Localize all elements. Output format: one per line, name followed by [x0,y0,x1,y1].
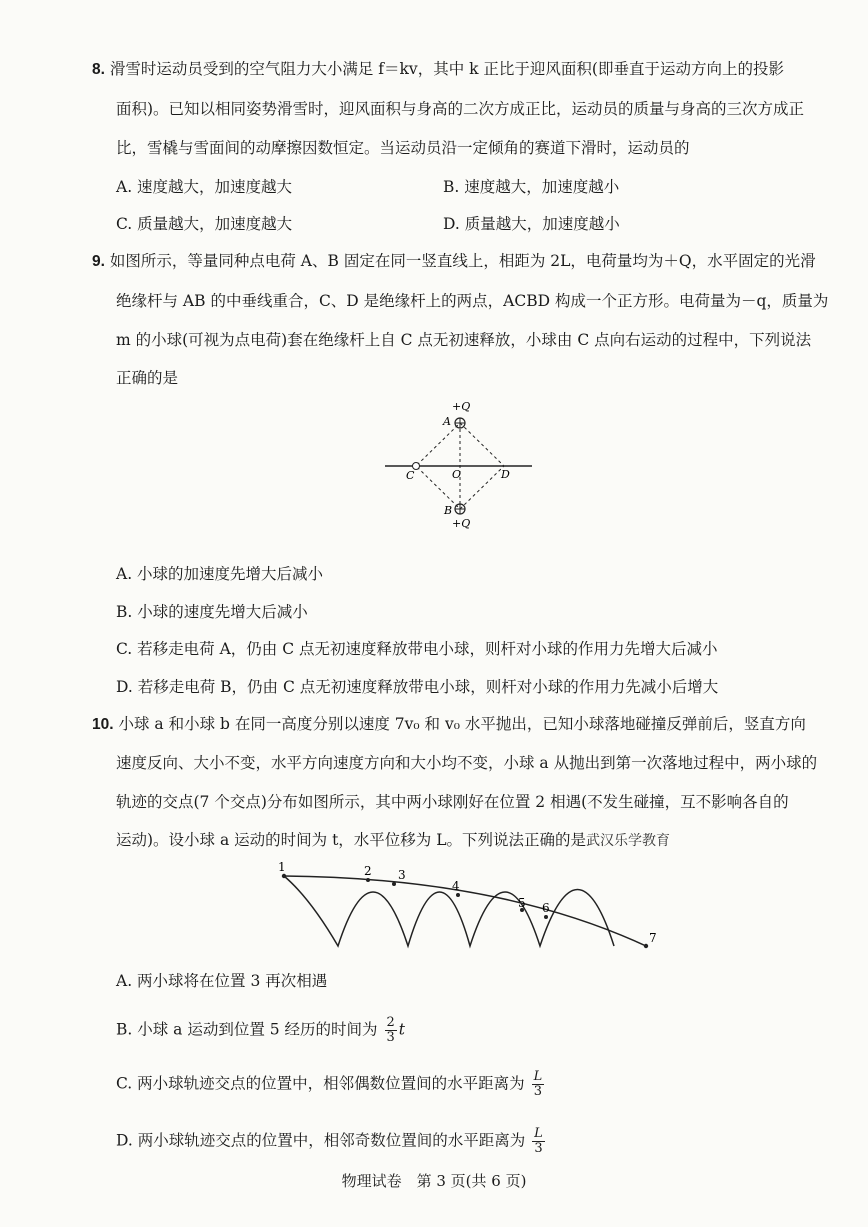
q9-option-d: D. 若移走电荷 B，仍由 C 点无初速度释放带电小球，则杆对小球的作用力先减小后增大 [116,678,719,696]
fraction-numerator: L [534,1126,543,1141]
label-d: D [501,468,510,481]
q8-stem-line1 [92,58,784,81]
label-5: 5 [518,896,526,910]
label-3: 3 [398,868,406,882]
q10-option-c [116,1070,546,1099]
q9-number: 9. [92,253,105,270]
q8-option-b: B. 速度越大，加速度越小 [443,178,620,196]
q10-text-1: 小球 a 和小球 b 在同一高度分别以速度 7v₀ 和 v₀ 水平抛出，已知小球落地碰撞反弹前后，竖直方向 [118,715,806,733]
q9-stem-line4: 正确的是 [116,369,179,387]
q10-option-a: A. 两小球将在位置 3 再次相遇 [116,972,328,990]
q10-option-c-text: C. 两小球轨迹交点的位置中，相邻偶数位置间的水平距离为 [116,1074,525,1093]
q10-option-b [116,1016,405,1045]
q10-text-4: 运动)。设小球 a 运动的时间为 t，水平位移为 L。下列说法正确的是 [116,831,587,849]
q8-text-1: 滑雪时运动员受到的空气阻力大小满足 f＝kv，其中 k 正比于迎风面积(即垂直于运动方向上的投影 [109,60,784,78]
charge-b-icon [455,504,465,514]
q9-option-c: C. 若移走电荷 A，仍由 C 点无初速度释放带电小球，则杆对小球的作用力先增大后减小 [116,640,718,658]
label-b: B [444,504,453,517]
q9-charge-diagram [380,396,540,536]
q10-option-d-text: D. 两小球轨迹交点的位置中，相邻奇数位置间的水平距离为 [116,1131,526,1150]
q10-option-b-text: B. 小球 a 运动到位置 5 经历的时间为 [116,1020,378,1039]
q10-stem-line3: 轨迹的交点(7 个交点)分布如图所示，其中两小球刚好在位置 2 相遇(不发生碰撞，互不影响各自的 [116,793,789,811]
q10-stem-line4 [116,829,670,852]
label-a: A [443,415,451,428]
fraction-denominator: 3 [386,1030,395,1045]
q8-option-d: D. 质量越大，加速度越小 [443,215,620,233]
q8-stem-line3: 比，雪橇与雪面间的动摩擦因数恒定。当运动员沿一定倾角的赛道下滑时，运动员的 [116,139,690,157]
label-6: 6 [542,901,550,915]
q9-text-1: 如图所示，等量同种点电荷 A、B 固定在同一竖直线上，相距为 2L，电荷量均为＋Q，水平固定的光滑 [109,252,816,270]
q10-trajectory-diagram [270,858,670,958]
label-q-bottom: +Q [452,517,471,530]
point-3 [392,882,396,886]
fraction-l-3 [532,1070,545,1099]
q8-stem-line2: 面积)。已知以相同姿势滑雪时，迎风面积与身高的二次方成正比，运动员的质量与身高的三次方成正 [116,100,805,118]
point-1 [282,874,286,878]
q10-stem-line1 [92,713,806,736]
q10-option-d [116,1127,547,1156]
q8-number: 8. [92,61,105,78]
label-c: C [406,469,415,482]
point-4 [456,893,460,897]
point-2 [366,878,370,882]
q9-stem-line2: 绝缘杆与 AB 的中垂线重合，C、D 是绝缘杆上的两点，ACBD 构成一个正方形。电荷量为－q，质量为 [116,292,829,310]
trajectory-ball-b [284,876,646,946]
fraction-numerator: 2 [386,1015,395,1030]
charge-a-icon [455,418,465,428]
label-q-top: +Q [452,400,471,413]
fraction-numerator: L [533,1069,543,1084]
page-footer: 物理试卷 第 3 页(共 6 页) [341,1172,527,1190]
q9-stem-line1 [92,250,816,273]
q9-option-b: B. 小球的速度先增大后减小 [116,603,308,621]
q9-option-a: A. 小球的加速度先增大后减小 [116,565,324,583]
label-7: 7 [649,931,657,945]
label-4: 4 [452,879,460,893]
watermark-stamp: 武汉乐学教育 [586,833,671,849]
trajectory-ball-a [284,876,614,946]
fraction-denominator: 3 [534,1141,543,1156]
q8-option-a: A. 速度越大，加速度越大 [116,178,293,196]
point-6 [544,915,548,919]
q8-option-c: C. 质量越大，加速度越大 [116,215,293,233]
point-7 [644,944,648,948]
fraction-l-3 [532,1127,545,1156]
fraction-denominator: 3 [533,1084,543,1099]
variable-t: t [398,1020,406,1039]
q10-number: 10. [92,716,114,733]
label-2: 2 [364,864,372,878]
label-1: 1 [278,860,286,874]
q9-stem-line3: m 的小球(可视为点电荷)套在绝缘杆上自 C 点无初速释放，小球由 C 点向右运动的过程中，下列说法 [116,331,812,349]
fraction-2-3 [385,1016,397,1045]
label-o: O [452,468,462,481]
q10-stem-line2: 速度反向、大小不变，水平方向速度方向和大小均不变，小球 a 从抛出到第一次落地过程中，两小球的 [116,754,818,772]
